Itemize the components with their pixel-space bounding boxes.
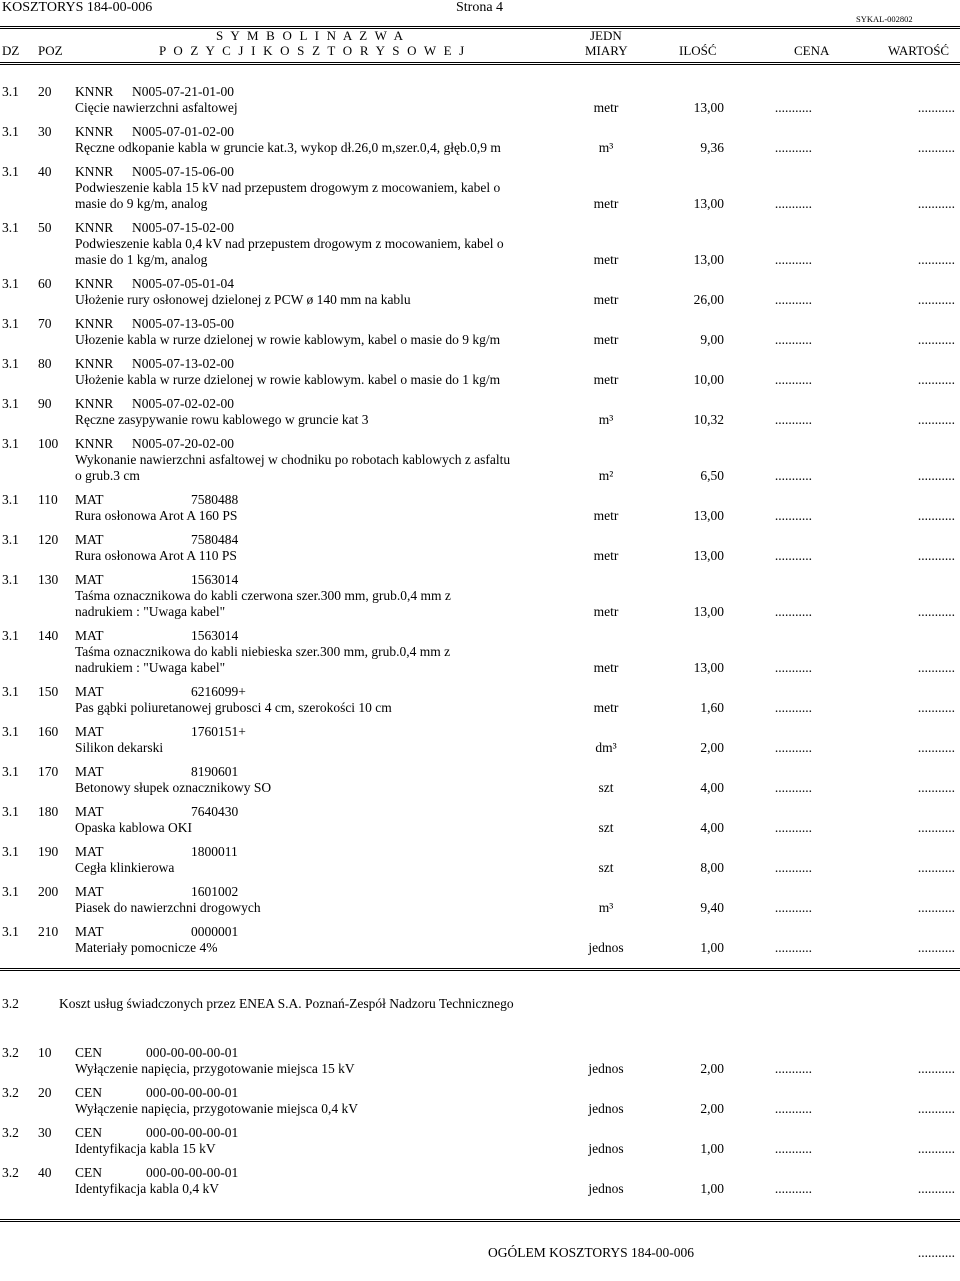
col-dz: DZ [2, 43, 20, 58]
item-dz: 3.1 [2, 396, 19, 411]
col-value: WARTOŚĆ [888, 43, 950, 58]
item-quantity: 13,00 [693, 660, 724, 675]
item-code: N005-07-13-05-00 [132, 316, 234, 331]
item-description: masie do 1 kg/m, analog [75, 252, 208, 267]
item-unit: metr [593, 332, 619, 347]
item-quantity: 13,00 [693, 100, 724, 115]
item-quantity: 9,40 [700, 900, 724, 915]
item-dz: 3.2 [2, 1045, 19, 1060]
item-description: Opaska kablowa OKI [75, 820, 192, 835]
item-unit: dm³ [595, 740, 617, 755]
item-dz: 3.1 [2, 684, 19, 699]
item-poz: 190 [38, 844, 59, 859]
item-unit: m³ [598, 412, 614, 427]
item-code: 6216099+ [191, 684, 246, 699]
item-unit: metr [593, 252, 619, 267]
item-source: MAT [75, 628, 104, 643]
item-quantity: 26,00 [693, 292, 724, 307]
item-value: ........... [917, 332, 955, 347]
col-qty: ILOŚĆ [679, 43, 717, 58]
item-quantity: 2,00 [700, 1101, 724, 1116]
item-unit: metr [593, 548, 619, 563]
item-dz: 3.2 [2, 1125, 19, 1140]
item-poz: 100 [38, 436, 59, 451]
item-description: Silikon dekarski [75, 740, 164, 755]
item-code: N005-07-01-02-00 [132, 124, 234, 139]
item-description: Ułozenie kabla w rurze dzielonej w rowie kablowym, kabel o masie do 9 kg/m [75, 332, 501, 347]
item-dz: 3.1 [2, 764, 19, 779]
item-poz: 40 [38, 1165, 52, 1180]
item-source: MAT [75, 764, 104, 779]
col-symbol-name: S Y M B O L I N A Z W A [216, 28, 406, 43]
item-code: 000-00-00-00-01 [146, 1045, 239, 1060]
item-dz: 3.1 [2, 124, 19, 139]
item-unit: szt [598, 860, 614, 875]
item-description: Ułożenie rury osłonowej dzielonej z PCW ø 140 mm na kablu [75, 292, 411, 307]
col-unit-bottom: MIARY [585, 43, 628, 58]
item-source: MAT [75, 884, 104, 899]
item-description: Piasek do nawierzchni drogowych [75, 900, 261, 915]
item-price: ........... [774, 252, 812, 267]
item-quantity: 13,00 [693, 604, 724, 619]
item-quantity: 13,00 [693, 508, 724, 523]
item-description: Podwieszenie kabla 15 kV nad przepustem drogowym z mocowaniem, kabel o [75, 180, 501, 195]
item-value: ........... [917, 412, 955, 427]
item-price: ........... [774, 820, 812, 835]
item-poz: 80 [38, 356, 52, 371]
section-title: Koszt usług świadczonych przez ENEA S.A. Poznań-Zespół Nadzoru Technicznego [59, 996, 514, 1011]
item-poz: 90 [38, 396, 52, 411]
item-quantity: 9,00 [700, 332, 724, 347]
item-dz: 3.1 [2, 436, 19, 451]
item-price: ........... [774, 1181, 812, 1196]
item-quantity: 9,36 [700, 140, 724, 155]
item-description: nadrukiem : "Uwaga kabel" [75, 604, 226, 619]
item-description: o grub.3 cm [75, 468, 140, 483]
item-unit: metr [593, 604, 619, 619]
item-description: Wyłączenie napięcia, przygotowanie miejsca 15 kV [75, 1061, 355, 1076]
item-poz: 110 [38, 492, 58, 507]
item-code: N005-07-13-02-00 [132, 356, 234, 371]
item-code: 0000001 [191, 924, 239, 939]
item-value: ........... [917, 372, 955, 387]
item-poz: 140 [38, 628, 59, 643]
header-rule-bottom [0, 62, 960, 65]
item-code: N005-07-02-02-00 [132, 396, 234, 411]
item-description: Pas gąbki poliuretanowej grubosci 4 cm, szerokości 10 cm [75, 700, 392, 715]
item-code: 000-00-00-00-01 [146, 1165, 239, 1180]
item-poz: 30 [38, 1125, 52, 1140]
item-description: Taśma oznacznikowa do kabli niebieska szer.300 mm, grub.0,4 mm z [75, 644, 451, 659]
item-poz: 20 [38, 84, 52, 99]
item-price: ........... [774, 548, 812, 563]
item-description: Taśma oznacznikowa do kabli czerwona szer.300 mm, grub.0,4 mm z [75, 588, 451, 603]
col-unit-top: JEDN [590, 28, 622, 43]
section-separator [0, 968, 960, 971]
item-code: N005-07-20-02-00 [132, 436, 234, 451]
item-description: masie do 9 kg/m, analog [75, 196, 208, 211]
item-unit: jednos [588, 1141, 624, 1156]
item-source: KNNR [75, 220, 114, 235]
item-description: Ręczne zasypywanie rowu kablowego w gruncie kat 3 [75, 412, 369, 427]
item-price: ........... [774, 700, 812, 715]
item-code: 7580488 [191, 492, 239, 507]
item-quantity: 2,00 [700, 1061, 724, 1076]
item-code: 000-00-00-00-01 [146, 1125, 239, 1140]
item-price: ........... [774, 412, 812, 427]
item-code: 7580484 [191, 532, 239, 547]
item-price: ........... [774, 940, 812, 955]
item-price: ........... [774, 468, 812, 483]
item-unit: m² [598, 468, 614, 483]
item-value: ........... [917, 820, 955, 835]
col-positions: P O Z Y C J I K O S Z T O R Y S O W E J [159, 43, 467, 58]
item-poz: 10 [38, 1045, 52, 1060]
item-value: ........... [917, 780, 955, 795]
item-description: Ręczne odkopanie kabla w gruncie kat.3, wykop dł.26,0 m,szer.0,4, głęb.0,9 m [75, 140, 501, 155]
item-description: Podwieszenie kabla 0,4 kV nad przepustem drogowym z mocowaniem, kabel o [75, 236, 504, 251]
item-dz: 3.2 [2, 1085, 19, 1100]
section-number: 3.2 [2, 996, 19, 1011]
item-quantity: 13,00 [693, 196, 724, 211]
item-value: ........... [917, 468, 955, 483]
item-price: ........... [774, 196, 812, 211]
item-source: MAT [75, 924, 104, 939]
item-quantity: 1,00 [700, 940, 724, 955]
item-unit: jednos [588, 1181, 624, 1196]
item-unit: metr [593, 700, 619, 715]
item-price: ........... [774, 292, 812, 307]
item-poz: 130 [38, 572, 59, 587]
item-description: Cięcie nawierzchni asfaltowej [75, 100, 238, 115]
item-unit: metr [593, 660, 619, 675]
page-number: Strona 4 [456, 0, 504, 15]
item-description: Betonowy słupek oznacznikowy SO [75, 780, 272, 795]
item-source: MAT [75, 804, 104, 819]
item-value: ........... [917, 1101, 955, 1116]
item-dz: 3.1 [2, 884, 19, 899]
item-poz: 210 [38, 924, 59, 939]
item-unit: metr [593, 292, 619, 307]
item-price: ........... [774, 1101, 812, 1116]
footer-rule [0, 1219, 960, 1222]
item-description: Identyfikacja kabla 0,4 kV [75, 1181, 219, 1196]
item-code: 8190601 [191, 764, 239, 779]
header-rule-top [0, 26, 960, 29]
item-quantity: 10,32 [693, 412, 724, 427]
item-poz: 40 [38, 164, 52, 179]
item-unit: m³ [598, 140, 614, 155]
item-unit: jednos [588, 1101, 624, 1116]
item-source: CEN [75, 1125, 102, 1140]
item-code: 1563014 [191, 628, 239, 643]
item-description: Rura osłonowa Arot A 110 PS [75, 548, 237, 563]
item-price: ........... [774, 332, 812, 347]
item-value: ........... [917, 740, 955, 755]
item-dz: 3.1 [2, 276, 19, 291]
item-description: nadrukiem : "Uwaga kabel" [75, 660, 226, 675]
item-value: ........... [917, 252, 955, 267]
item-source: MAT [75, 724, 104, 739]
item-source: CEN [75, 1165, 102, 1180]
item-value: ........... [917, 140, 955, 155]
item-source: KNNR [75, 276, 114, 291]
item-unit: metr [593, 100, 619, 115]
item-description: Wykonanie nawierzchni asfaltowej w chodniku po robotach kablowych z asfaltu [75, 452, 511, 467]
item-quantity: 6,50 [700, 468, 724, 483]
system-code: SYKAL-002802 [856, 14, 913, 24]
item-quantity: 10,00 [693, 372, 724, 387]
item-price: ........... [774, 740, 812, 755]
item-price: ........... [774, 900, 812, 915]
item-price: ........... [774, 604, 812, 619]
item-poz: 60 [38, 276, 52, 291]
item-value: ........... [917, 940, 955, 955]
item-code: N005-07-15-06-00 [132, 164, 234, 179]
item-quantity: 13,00 [693, 252, 724, 267]
item-quantity: 1,00 [700, 1141, 724, 1156]
item-code: N005-07-15-02-00 [132, 220, 234, 235]
item-dz: 3.1 [2, 572, 19, 587]
item-quantity: 8,00 [700, 860, 724, 875]
item-price: ........... [774, 372, 812, 387]
item-value: ........... [917, 900, 955, 915]
item-poz: 70 [38, 316, 52, 331]
item-code: 7640430 [191, 804, 239, 819]
item-source: KNNR [75, 124, 114, 139]
item-poz: 170 [38, 764, 59, 779]
item-code: 1760151+ [191, 724, 246, 739]
item-value: ........... [917, 1181, 955, 1196]
item-description: Materiały pomocnicze 4% [75, 940, 218, 955]
col-poz: POZ [38, 43, 63, 58]
item-source: MAT [75, 532, 104, 547]
item-dz: 3.1 [2, 492, 19, 507]
item-source: KNNR [75, 436, 114, 451]
item-unit: metr [593, 196, 619, 211]
item-price: ........... [774, 140, 812, 155]
item-dz: 3.1 [2, 628, 19, 643]
item-code: 000-00-00-00-01 [146, 1085, 239, 1100]
item-quantity: 4,00 [700, 820, 724, 835]
item-code: N005-07-05-01-04 [132, 276, 234, 291]
item-source: KNNR [75, 164, 114, 179]
item-poz: 50 [38, 220, 52, 235]
item-poz: 20 [38, 1085, 52, 1100]
item-value: ........... [917, 196, 955, 211]
col-price: CENA [794, 43, 830, 58]
item-dz: 3.1 [2, 924, 19, 939]
item-value: ........... [917, 100, 955, 115]
item-quantity: 13,00 [693, 548, 724, 563]
item-dz: 3.1 [2, 356, 19, 371]
item-value: ........... [917, 292, 955, 307]
item-value: ........... [917, 604, 955, 619]
item-poz: 120 [38, 532, 59, 547]
total-value: ........... [917, 1245, 955, 1260]
item-dz: 3.1 [2, 84, 19, 99]
item-code: 1800011 [191, 844, 238, 859]
item-dz: 3.1 [2, 316, 19, 331]
item-source: KNNR [75, 84, 114, 99]
item-poz: 160 [38, 724, 59, 739]
item-code: 1601002 [191, 884, 239, 899]
item-price: ........... [774, 100, 812, 115]
item-value: ........... [917, 660, 955, 675]
item-unit: jednos [588, 940, 624, 955]
item-value: ........... [917, 548, 955, 563]
item-price: ........... [774, 780, 812, 795]
item-source: CEN [75, 1045, 102, 1060]
item-dz: 3.1 [2, 724, 19, 739]
item-dz: 3.1 [2, 532, 19, 547]
item-poz: 200 [38, 884, 59, 899]
item-description: Rura osłonowa Arot A 160 PS [75, 508, 238, 523]
item-price: ........... [774, 1141, 812, 1156]
item-unit: szt [598, 820, 614, 835]
item-poz: 30 [38, 124, 52, 139]
item-price: ........... [774, 1061, 812, 1076]
item-unit: szt [598, 780, 614, 795]
item-poz: 180 [38, 804, 59, 819]
item-description: Ułożenie kabla w rurze dzielonej w rowie kablowym. kabel o masie do 1 kg/m [75, 372, 501, 387]
item-source: MAT [75, 684, 104, 699]
item-source: MAT [75, 572, 104, 587]
item-value: ........... [917, 1061, 955, 1076]
item-code: 1563014 [191, 572, 239, 587]
item-source: MAT [75, 844, 104, 859]
item-unit: metr [593, 372, 619, 387]
document-title: KOSZTORYS 184-00-006 [2, 0, 153, 15]
item-dz: 3.1 [2, 804, 19, 819]
item-quantity: 4,00 [700, 780, 724, 795]
item-price: ........... [774, 860, 812, 875]
item-source: KNNR [75, 396, 114, 411]
item-description: Wyłączenie napięcia, przygotowanie miejsca 0,4 kV [75, 1101, 358, 1116]
item-quantity: 2,00 [700, 740, 724, 755]
item-source: KNNR [75, 356, 114, 371]
item-price: ........... [774, 660, 812, 675]
total-label: OGÓLEM KOSZTORYS 184-00-006 [488, 1245, 695, 1260]
item-source: MAT [75, 492, 104, 507]
item-value: ........... [917, 860, 955, 875]
item-code: N005-07-21-01-00 [132, 84, 234, 99]
item-value: ........... [917, 1141, 955, 1156]
item-dz: 3.1 [2, 844, 19, 859]
item-description: Identyfikacja kabla 15 kV [75, 1141, 216, 1156]
item-dz: 3.1 [2, 220, 19, 235]
item-value: ........... [917, 508, 955, 523]
item-unit: jednos [588, 1061, 624, 1076]
item-quantity: 1,00 [700, 1181, 724, 1196]
item-quantity: 1,60 [700, 700, 724, 715]
item-price: ........... [774, 508, 812, 523]
item-source: KNNR [75, 316, 114, 331]
item-dz: 3.1 [2, 164, 19, 179]
item-unit: m³ [598, 900, 614, 915]
item-unit: metr [593, 508, 619, 523]
item-poz: 150 [38, 684, 59, 699]
item-source: CEN [75, 1085, 102, 1100]
item-value: ........... [917, 700, 955, 715]
item-dz: 3.2 [2, 1165, 19, 1180]
item-description: Cegła klinkierowa [75, 860, 175, 875]
